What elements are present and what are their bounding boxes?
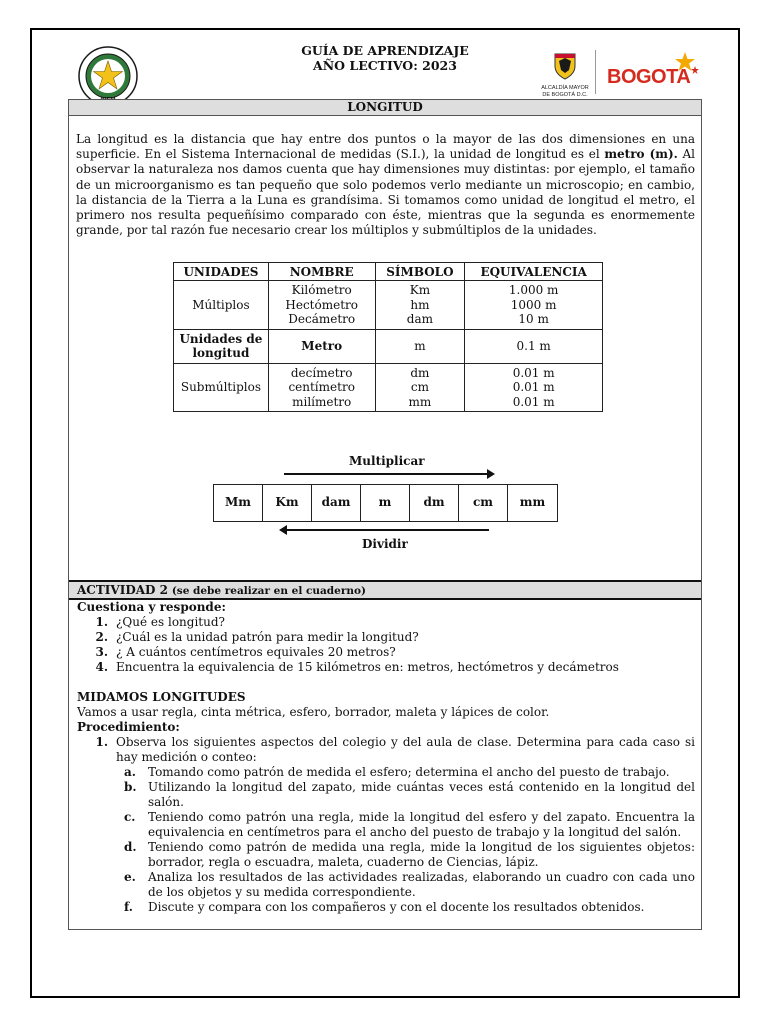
section-title: LONGITUD <box>69 100 701 116</box>
measure-heading: MIDAMOS LONGITUDES <box>77 690 246 704</box>
question-text: ¿Qué es longitud? <box>116 615 225 629</box>
activity-title <box>69 580 701 600</box>
unit-symbol: dm <box>410 365 430 380</box>
scale-cell: dam <box>312 485 361 521</box>
title-line-1: GUÍA DE APRENDIZAJE <box>301 43 469 58</box>
activity-content <box>77 600 695 915</box>
list-item: f. Discute y compara con los compañeros y con el docente los resultados obtenidos. <box>124 900 695 915</box>
unit-symbol: cm <box>410 380 429 394</box>
measure-intro: Vamos a usar regla, cinta métrica, esfero, borrador, maleta y lápices de color. <box>77 705 550 719</box>
header-cell: NOMBRE <box>268 263 375 281</box>
activity-note: (se debe realizar en el cuaderno) <box>171 585 366 597</box>
substep-text: Tomando como patrón de medida el esfero; determina el ancho del puesto de trabajo. <box>148 765 670 779</box>
questions-heading: Cuestiona y responde: <box>77 600 226 614</box>
table-row-submultiples <box>174 363 603 412</box>
list-item: e. Analiza los resultados de las actividades realizadas, elaborando un cuadro con cada uno de los objetos y su medida correspondiente. <box>124 870 695 899</box>
procedure-heading: Procedimiento: <box>77 720 180 734</box>
scale-cell: m <box>361 485 410 521</box>
intro-paragraph <box>76 132 695 238</box>
substep-text: Analiza los resultados de las actividades realizadas, elaborando un cuadro con cada uno de los objetos y su medida correspondiente. <box>148 870 695 899</box>
scale-cell: dm <box>410 485 459 521</box>
unit-scale <box>213 484 558 522</box>
alcaldia-logo <box>528 52 602 98</box>
table-row-multiples <box>174 281 603 330</box>
alcaldia-label-1: ALCALDÍA MAYOR <box>541 85 589 91</box>
substep-text: Discute y compara con los compañeros y con el docente los resultados obtenidos. <box>148 900 645 914</box>
divide-label: Dividir <box>362 537 408 551</box>
header-cell: SÍMBOLO <box>375 263 465 281</box>
header-cell: UNIDADES <box>174 263 269 281</box>
unit-equiv: 0.01 m <box>512 380 555 394</box>
substep-text: Teniendo como patrón una regla, mide la longitud del esfero y del zapato. Encuentra la equivalencia en centímetros para el ancho del puesto de trabajo y la longitud del salón. <box>148 810 695 839</box>
list-item: d. Teniendo como patrón de medida una regla, mide la longitud de los siguientes objetos: borrador, regla o escuadra, maleta, cuaderno de Ciencias, lápiz. <box>124 840 695 869</box>
unit-name: Hectómetro <box>285 297 358 312</box>
question-text: ¿ A cuántos centímetros equivales 20 metros? <box>116 645 396 659</box>
scale-cell: Km <box>263 485 312 521</box>
group-cell <box>174 329 269 363</box>
scale-cell: mm <box>519 495 546 509</box>
group-cell: Múltiplos <box>174 281 269 330</box>
intro-bold: metro (m). <box>604 147 678 162</box>
unit-symbol: Km <box>409 283 431 297</box>
step-text: Observa los siguientes aspectos del colegio y del aula de clase. Determina para cada caso si hay medición o conteo: <box>116 735 695 764</box>
list-item: 4. Encuentra la equivalencia de 15 kilómetros en: metros, hectómetros y decámetros <box>77 660 695 675</box>
name-cell <box>268 363 375 412</box>
equiv-cell: 0.1 m <box>465 329 603 363</box>
substep-text: Utilizando la longitud del zapato, mide cuántas veces está contenido en la longitud del salón. <box>148 780 695 809</box>
scale-cell: Mm <box>214 485 263 521</box>
group-line: Unidades de <box>179 331 263 346</box>
bogota-wordmark: BOGOTA <box>607 66 691 88</box>
header <box>68 36 702 100</box>
name-cell: Metro <box>268 329 375 363</box>
units-table <box>173 262 603 412</box>
list-item: 2. ¿Cuál es la unidad patrón para medir la longitud? <box>77 630 695 645</box>
unit-symbol: dam <box>406 312 434 326</box>
unit-name: decímetro <box>290 365 353 380</box>
arrow-left-icon <box>285 529 489 531</box>
multiply-label: Multiplicar <box>349 454 425 468</box>
content-box <box>68 99 702 930</box>
list-item: 1. ¿Qué es longitud? <box>77 615 695 630</box>
group-cell: Submúltiplos <box>174 363 269 412</box>
equiv-cell <box>465 363 603 412</box>
coat-of-arms-icon <box>553 52 577 80</box>
activity-name: ACTIVIDAD 2 <box>77 583 168 597</box>
unit-equiv: 0.01 m <box>512 394 555 409</box>
unit-symbol: mm <box>408 394 432 409</box>
school-seal-logo <box>78 46 138 106</box>
symbol-cell <box>375 363 465 412</box>
question-text: ¿Cuál es la unidad patrón para medir la longitud? <box>116 630 419 644</box>
symbol-cell: m <box>375 329 465 363</box>
arrow-right-icon <box>284 473 489 475</box>
unit-equiv: 1000 m <box>510 297 557 312</box>
group-line: longitud <box>192 346 250 360</box>
unit-equiv: 0.01 m <box>512 365 555 380</box>
name-cell <box>268 281 375 330</box>
table-row-base <box>174 329 603 363</box>
scale-cell: cm <box>459 485 508 521</box>
list-item: b. Utilizando la longitud del zapato, mide cuántas veces está contenido en la longitud del salón. <box>124 780 695 809</box>
bogota-logo <box>604 54 702 96</box>
list-item: c. Teniendo como patrón una regla, mide la longitud del esfero y del zapato. Encuentra la equivalencia en centímetros para el ancho del puesto de trabajo y la longitud del salón. <box>124 810 695 839</box>
stars-icon <box>670 50 700 80</box>
list-item: 3. ¿ A cuántos centímetros equivales 20 metros? <box>77 645 695 660</box>
unit-symbol: hm <box>410 297 430 312</box>
question-text: Encuentra la equivalencia de 15 kilómetros en: metros, hectómetros y decámetros <box>116 660 619 674</box>
document-title <box>278 43 492 73</box>
unit-name: Decámetro <box>288 312 356 326</box>
unit-equiv: 1.000 m <box>508 283 559 297</box>
list-item: 1. Observa los siguientes aspectos del colegio y del aula de clase. Determina para cada caso si hay medición o conteo: <box>95 735 695 764</box>
symbol-cell <box>375 281 465 330</box>
alcaldia-label-2: DE BOGOTÁ D.C. <box>542 92 588 98</box>
unit-name: centímetro <box>288 380 355 394</box>
equiv-cell <box>465 281 603 330</box>
unit-equiv: 10 m <box>518 312 549 326</box>
list-item: a. Tomando como patrón de medida el esfero; determina el ancho del puesto de trabajo. <box>124 765 695 780</box>
logo-divider <box>595 50 596 94</box>
intro-text-2: Al observar la naturaleza nos damos cuenta que hay dimensiones muy distintas: por ejemplo, el tamaño de un microorganismo es tan pequeño que solo podemos verlo mediante un microscopio; en cambio, la distancia de la Tierra a la Luna es grandísima. Si tomamos como unidad de longitud el metro, el primero nos resulta pequeñísimo comparado con éste, mientras que la segunda es enormemente grande, por tal razón fue necesario crear los múltiplos y submúltiplos de la unidades. <box>76 147 695 238</box>
unit-name: milímetro <box>292 394 352 409</box>
title-line-2: AÑO LECTIVO: 2023 <box>313 58 457 73</box>
substep-text: Teniendo como patrón de medida una regla, mide la longitud de los siguientes objetos: borrador, regla o escuadra, maleta, cuaderno de Ciencias, lápiz. <box>148 840 695 869</box>
table-header-row <box>174 263 603 281</box>
header-cell: EQUIVALENCIA <box>465 263 603 281</box>
unit-name: Kilómetro <box>291 283 352 297</box>
intro-text-1: La longitud es la distancia que hay entre dos puntos o la mayor de las dos dimensiones en una superficie. En el Sistema Internacional de medidas (S.I.), la unidad de longitud es el <box>76 132 695 162</box>
